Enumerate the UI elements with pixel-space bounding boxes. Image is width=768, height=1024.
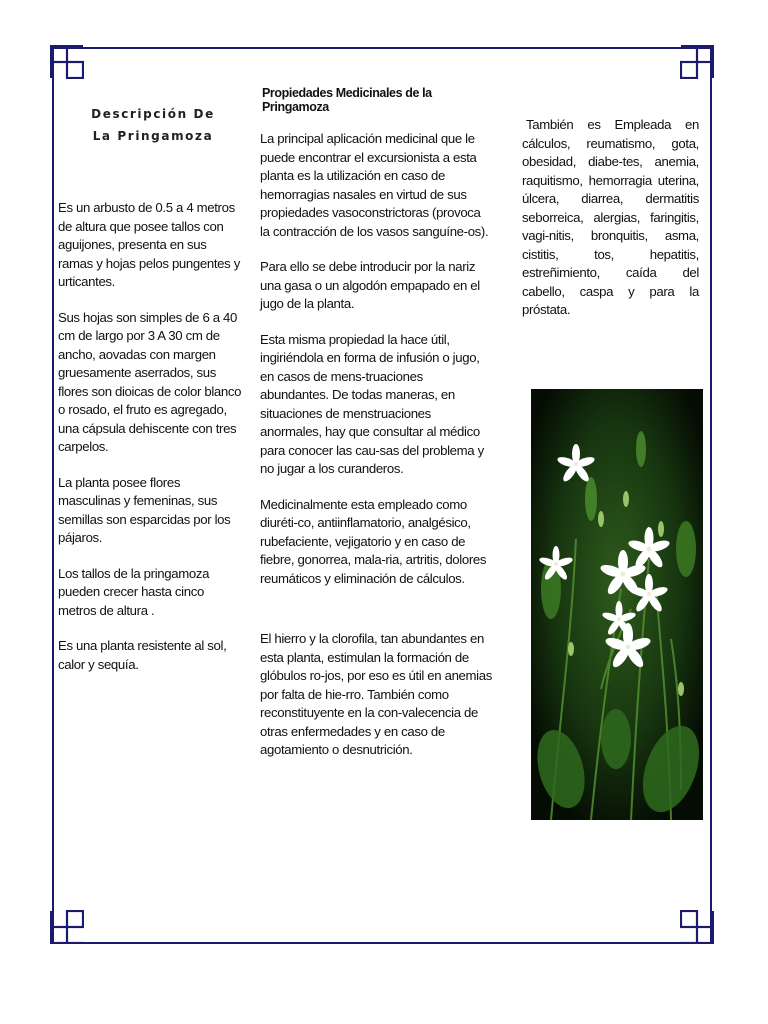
left-paragraph: Es un arbusto de 0.5 a 4 metros de altura que posee tallos con aguijones, presenta en sus ramas y hojas pelos pungentes y urticantes.	[58, 200, 240, 289]
middle-column	[260, 130, 492, 777]
left-paragraph: La planta posee flores masculinas y femeninas, sus semillas son esparcidas por los pájaros.	[58, 474, 231, 545]
left-paragraph: Los tallos de la pringamoza pueden crecer hasta cinco metros de altura .	[58, 565, 210, 618]
left-paragraph: Sus hojas son simples de 6 a 40 cm de largo por 3 A 30 cm de ancho, aovadas con margen gruesamente aserrados, sus flores son dioicas de color blanco o rosado, el fruto es agregado, una cápsula dehiscente con tres carpelos.	[58, 309, 242, 454]
right-paragraph: También es Empleada en cálculos, reumatismo, gota, obesidad, diabe-tes, anemia, raquitismo, hemorragia uterina, úlcera, diarrea, dermatitis seborreica, alergias, faringitis, vagi-nitis, bronquitis, asma, cistitis, tos, hepatitis, estreñimiento, caída del cabello, caspa y para la próstata.	[522, 117, 699, 317]
left-paragraph: Es una planta resistente al sol, calor y sequía.	[58, 638, 227, 672]
corner-ornament-top-right	[680, 45, 714, 79]
middle-paragraph: La principal aplicación medicinal que le puede encontrar el excursionista a esta planta es la utilización en caso de hemorragias nasales en virtud de sus propiedades vasoconstrictoras (provoca la contracción de los vasos sanguíne-os).	[260, 131, 489, 239]
middle-paragraph: Para ello se debe introducir por la nariz una gasa o un algodón empapado en el jugo de la planta.	[260, 259, 480, 311]
left-column-heading: Descripción De La Pringamoza	[91, 107, 215, 143]
left-column	[58, 199, 244, 691]
middle-paragraph: Medicinalmente esta empleado como diuréti-co, antiinflamatorio, analgésico, rubefaciente, vejigatorio y en caso de fiebre, gonorrea, mala-ria, artritis, dolores reumáticos y eliminación de cálculos.	[260, 496, 487, 586]
corner-ornament-bottom-right	[680, 910, 714, 944]
middle-column-heading: Propiedades Medicinales de la Pringamoza	[262, 86, 432, 114]
right-column	[522, 116, 699, 337]
pringamoza-flowers-photo	[531, 389, 703, 820]
corner-ornament-bottom-left	[50, 910, 84, 944]
middle-paragraph: Esta misma propiedad la hace útil, ingiriéndola en forma de infusión o jugo, en casos de mens-truaciones abundantes. De todas maneras, en situaciones de menstruaciones anormales, hay que consultar al médico para conocer las cau-sas del problema y no jugar a los curanderos.	[260, 331, 484, 476]
middle-paragraph: El hierro y la clorofila, tan abundantes en esta planta, estimulan la formación de glóbulos ro-jos, por eso es útil en anemias por falta de hie-rro. También como reconstituyente en la con-valecencia de otras enfermedades y en caso de agotamiento o desnutrición.	[260, 631, 492, 757]
corner-ornament-top-left	[50, 45, 84, 79]
